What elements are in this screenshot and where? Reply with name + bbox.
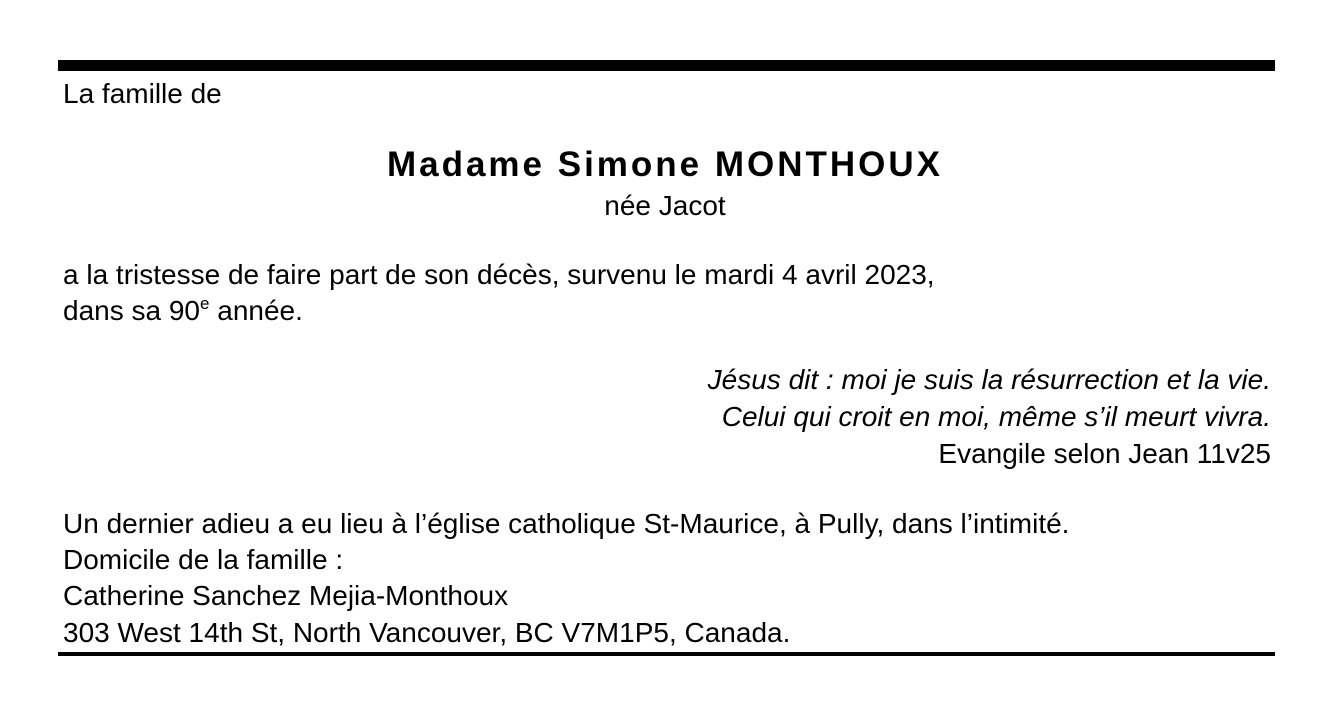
ordinal-superscript: e	[200, 294, 210, 313]
family-contact-name: Catherine Sanchez Mejia-Monthoux	[63, 580, 509, 611]
announcement-age-suffix: année.	[209, 295, 303, 326]
top-divider-rule	[58, 60, 1275, 71]
announcement-line-1: a la tristesse de faire part de son décès, survenu le mardi 4 avril 2023,	[63, 259, 935, 290]
bible-quote-reference: Evangile selon Jean 11v25	[938, 438, 1271, 469]
maiden-name: née Jacot	[604, 190, 726, 221]
family-address: 303 West 14th St, North Vancouver, BC V7M1P5, Canada.	[63, 617, 791, 648]
announcement-line-2	[63, 293, 303, 329]
family-domicile-label: Domicile de la famille :	[63, 544, 344, 575]
deceased-name: Madame Simone MONTHOUX	[386, 145, 944, 184]
intro-text: La famille de	[63, 78, 222, 109]
announcement-age-prefix: dans sa 90	[63, 295, 200, 326]
bible-quote-line-1: Jésus dit : moi je suis la résurrection et la vie.	[707, 364, 1271, 395]
bible-quote-line-2: Celui qui croit en moi, même s’il meurt vivra.	[721, 401, 1271, 432]
farewell-text: Un dernier adieu a eu lieu à l’église catholique St-Maurice, à Pully, dans l’intimité.	[63, 508, 1070, 539]
bottom-divider-rule	[58, 652, 1275, 656]
